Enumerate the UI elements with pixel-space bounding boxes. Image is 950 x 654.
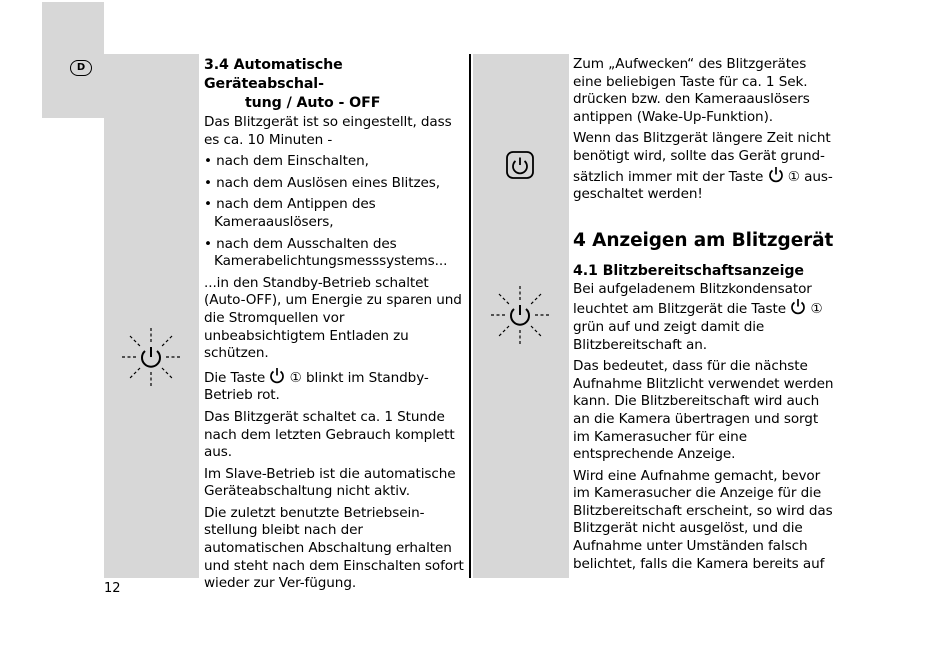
- intro-paragraph: Das Blitzgerät ist so eingestellt, dass es ca. 10 Minuten -: [204, 114, 452, 148]
- standby-paragraph: ...in den Standby-Betrieb schaltet (Auto-OFF), um Energie zu sparen und die Stromquellen vor unbeabsichtigtem Entladen zu schützen.: [204, 274, 462, 362]
- power-button-icon: [505, 150, 535, 180]
- meaning-paragraph: Das bedeutet, dass für die nächste Aufnahme Blitzlicht verwendet werden kann. Die Blitzbereitschaft wird auch an die Kamera übertragen und sorgt im Kamerasucher für eine entsprechende Anzeige.: [573, 358, 834, 463]
- settings-paragraph: Die zuletzt benutzte Betriebsein-stellung bleibt nach der automatischen Abschaltung erhalten und steht nach dem Einschalten sofort wieder zur Ver-fügung.: [204, 504, 464, 592]
- list-item: • nach dem Ausschalten des Kamerabelichtungsmesssystems...: [204, 236, 466, 271]
- column-divider: [469, 54, 471, 578]
- ready-paragraph: Bei aufgeladenem Blitzkondensator leuchtet am Blitzgerät die Taste ① grün auf und zeigt damit die Blitzbereitschaft an.: [573, 280, 823, 353]
- chapter-heading: 4 Anzeigen am Blitzgerät: [573, 229, 834, 251]
- section-heading: 3.4 Automatische Geräteabschal- tung / Auto - OFF: [204, 57, 381, 111]
- slave-paragraph: Im Slave-Betrieb ist die automatische Geräteabschaltung nicht aktiv.: [204, 465, 456, 500]
- page-number: 12: [104, 581, 121, 596]
- list-item: • nach dem Auslösen eines Blitzes,: [204, 175, 466, 193]
- power-icon: [768, 166, 784, 183]
- margin-cutout: [42, 118, 104, 578]
- key-paragraph: Die Taste ① blinkt im Standby-Betrieb rot.: [204, 367, 466, 405]
- left-column: [204, 56, 466, 597]
- blinking-power-icon: [489, 284, 551, 346]
- power-icon: [790, 298, 806, 315]
- list-item: • nach dem Antippen des Kameraauslösers,: [204, 196, 466, 231]
- blinking-power-icon: [120, 326, 182, 388]
- wake-paragraph: Zum „Aufwecken“ des Blitzgerätes eine beliebigen Taste für ca. 1 Sek. drücken bzw. den Kameraauslösers antippen (Wake-Up-Funktion).: [573, 56, 810, 125]
- language-badge: D: [70, 60, 92, 76]
- list-item: • nach dem Einschalten,: [204, 153, 466, 171]
- power-icon: [269, 367, 285, 384]
- switch-off-paragraph: Wenn das Blitzgerät längere Zeit nicht benötigt wird, sollte das Gerät grund-sätzlich immer mit der Taste ① aus-geschaltet werden!: [573, 130, 833, 203]
- auto-off-paragraph: Das Blitzgerät schaltet ca. 1 Stunde nach dem letzten Gebrauch komplett aus.: [204, 408, 455, 461]
- section-heading: 4.1 Blitzbereitschaftsanzeige: [573, 262, 804, 279]
- page-tab: [42, 2, 104, 54]
- right-column: [573, 56, 838, 577]
- warning-paragraph: Wird eine Aufnahme gemacht, bevor im Kamerasucher die Anzeige für die Blitzbereitschaft erscheint, so wird das Blitzgerät nicht ausgelöst, und die Aufnahme unter Umständen falsch belichtet, falls die Kamera bereits auf: [573, 467, 833, 572]
